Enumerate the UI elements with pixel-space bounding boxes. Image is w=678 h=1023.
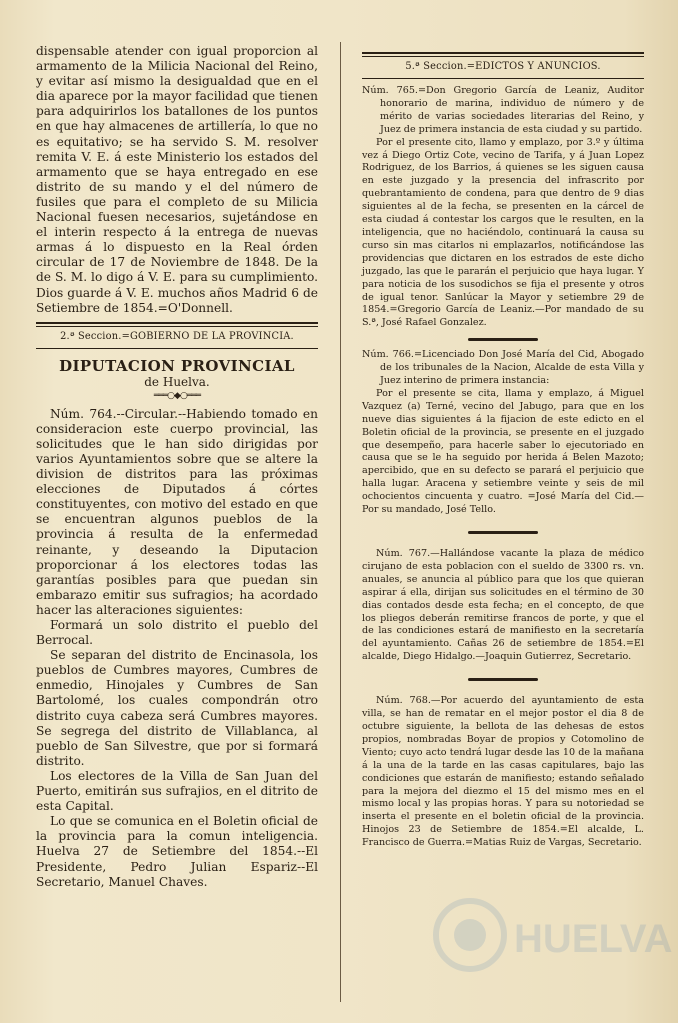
edict-separator xyxy=(468,531,538,534)
circular-berrocal-paragraph: Formará un solo distrito el pueblo del Berrocal. xyxy=(36,618,318,648)
ornament-divider: ═══○◆○═══ xyxy=(153,390,201,401)
edict-765 xyxy=(362,85,644,330)
section-rule-thin xyxy=(36,348,318,349)
edict-separator xyxy=(468,678,538,681)
circular-encinasola-paragraph: Se separan del distrito de Encinasola, los pueblos de Cumbres mayores, Cumbres de enmedio, Hinojales y Cumbres de San Bartolomé, los cuales compondrán otro distrito cuya cabeza será Cumbres mayores. Se segrega del distrito de Villablanca, al pueblo de San Silvestre, que por si formará distrito. xyxy=(36,648,318,768)
library-watermark-stamp xyxy=(430,880,673,990)
column-divider xyxy=(340,42,341,1002)
edict-766-heading: Núm. 766.=Licenciado Don José María del Cid, Abogado de los tribunales de la Nacion, Alcalde de esta Villa y Juez interino de primera instancia: xyxy=(362,349,644,387)
edict-768 xyxy=(362,695,644,850)
edict-separator xyxy=(468,338,538,341)
ministry-order-paragraph: dispensable atender con igual proporcion al armamento de la Milicia Nacional del Reino, y evitar así mismo la desigualdad que en el dia aparece por la mayor facilidad que tienen para adquirirlos los batallones de los puntos en que hay almacenes de artillería, lo que no es equitativo; se ha servido S. M. resolver remita V. E. á este Ministerio los estados del armamento que se haya entregado en ese distrito de su mando y el del número de fusiles que para el completo de su Milicia Nacional fuesen necesarios, sujetándose en el interin respecto á la entrega de nuevas armas á lo dispuesto en la Real órden circular de 17 de Noviembre de 1848. De la de S. M. lo digo á V. E. para su cumplimiento. Dios guarde á V. E. muchos años Madrid 6 de Setiembre de 1854.=O'Donnell. xyxy=(36,44,318,315)
section-rule-thin xyxy=(362,78,644,79)
edict-766 xyxy=(362,349,644,517)
left-column xyxy=(36,44,318,890)
right-column xyxy=(362,44,644,850)
edict-766-body: Por el presente se cita, llama y emplazo, á Miguel Vazquez (a) Terné, vecino del Jabugo, para que en los nueve dias siguientes á la fijacion de este edicto en el Boletin oficial de la provincia, se presente en el juzgado que desempeño, para hacerle saber lo ejecutoriado en causa que se le ha seguido por herida á Belen Mazoto; apercibido, que en su defecto se parará el perjuicio que halla lugar. Aracena y setiembre veinte y seis de mil ochocientos cincuenta y cuatro. =José María del Cid.—Por su mandado, José Tello. xyxy=(362,387,644,516)
edict-765-heading: Núm. 765.=Don Gregorio García de Leaniz, Auditor honorario de marina, individuo de número y de mérito de varias sociedades literarias del Reino, y Juez de primera instancia de esta ciudad y su partido. xyxy=(362,85,644,135)
circular-closing-paragraph: Lo que se comunica en el Boletin oficial de la provincia para la comun inteligencia. Huelva 27 de Setiembre del 1854.--El Presidente, Pedro Julian Espariz--El Secretario, Manuel Chaves. xyxy=(36,814,318,889)
edict-767-body: Núm. 767.—Hallándose vacante la plaza de médico cirujano de esta poblacion con el sueldo de 3300 rs. vn. anuales, se anuncia al público para que los que quieran aspirar á ella, dirijan sus solicitudes en el término de 30 dias contados desde esta fecha; en el concepto, de que los pliegos deberán remitirse francos de porte, y que el de las condiciones estará de manifiesto en la secretaría del ayuntamiento. Cañas 26 de setiembre de 1854.=El alcalde, Diego Hidalgo.—Joaquin Gutierrez, Secretario. xyxy=(362,548,644,663)
section-rule xyxy=(36,322,318,327)
section-header-edictos: 5.ª Seccion.=EDICTOS Y ANUNCIOS. xyxy=(405,61,601,72)
watermark-text: HUELVA xyxy=(514,917,673,961)
edict-768-body: Núm. 768.—Por acuerdo del ayuntamiento de esta villa, se han de rematar en el mejor postor el dia 8 de octubre siguiente, la bellota de las dehesas de estos propios, nombradas Boyar de propios y Cotomolino de Viento; cuyo acto tendrá lugar desde las 10 de la mañana á la una de la tarde en las casas capitulares, bajo las condiciones que estarán de manifiesto; estando señalado para la mejora del diezmo el 15 del mismo mes en el mismo local y las propias horas. Y para su notoriedad se inserta el presente en el boletin oficial de la provincia. Hinojos 23 de Setiembre de 1854.=El alcalde, L. Francisco de Guerra.=Matias Ruiz de Vargas, Secretario. xyxy=(362,695,644,849)
edict-767 xyxy=(362,548,644,664)
section-header-gobierno: 2.ª Seccion.=GOBIERNO DE LA PROVINCIA. xyxy=(60,330,294,342)
diputacion-title: DIPUTACION PROVINCIAL xyxy=(59,356,295,375)
diputacion-subtitle: de Huelva. xyxy=(144,374,210,389)
circular-764-paragraph: Núm. 764.--Circular.--Habiendo tomado en consideracion este cuerpo provincial, las solicitudes que le han sido dirigidas por varios Ayuntamientos sobre que se altere la division de distritos para las próximas elecciones de Diputados á córtes constituyentes, con motivo del estado en que se encuentran algunos pueblos de la provincia á resulta de la enfermedad reinante, y deseando la Diputacion proporcionar á los electores todas las garantías posibles para que puedan sin embarazo emitir sus sufragios; ha acordado hacer las alteraciones siguientes: xyxy=(36,406,318,617)
edict-765-body: Por el presente cito, llamo y emplazo, por 3.º y última vez á Diego Ortiz Cote, vecino de Tarifa, y á Juan Lopez Rodriguez, de los Barrios, á quienes se les siguen causa en este juzgado y la presencia del infrascrito por quebrantamiento de condena, para que dentro de 9 dias siguientes al de la fecha, se presenten en la cárcel de esta ciudad á contestar los cargos que le resulten, en la inteligencia, que no haciéndolo, continuará la causa su curso sin mas citarlos ni emplazarlos, notificándose las providencias que dictaren en los estrados de este dicho juzgado, las que le pararán el perjuicio que haya lugar. Y para noticia de los susodichos se fija el presente y otros de igual tenor. Sanlúcar la Mayor y setiembre 29 de 1854.=Gregorio García de Leaniz.—Por mandado de su S.ª, José Rafael Gonzalez. xyxy=(362,136,644,329)
section-rule xyxy=(362,52,644,57)
circular-san-juan-paragraph: Los electores de la Villa de San Juan del Puerto, emitirán sus sufrajios, en el ditrito de esta Capital. xyxy=(36,768,318,814)
